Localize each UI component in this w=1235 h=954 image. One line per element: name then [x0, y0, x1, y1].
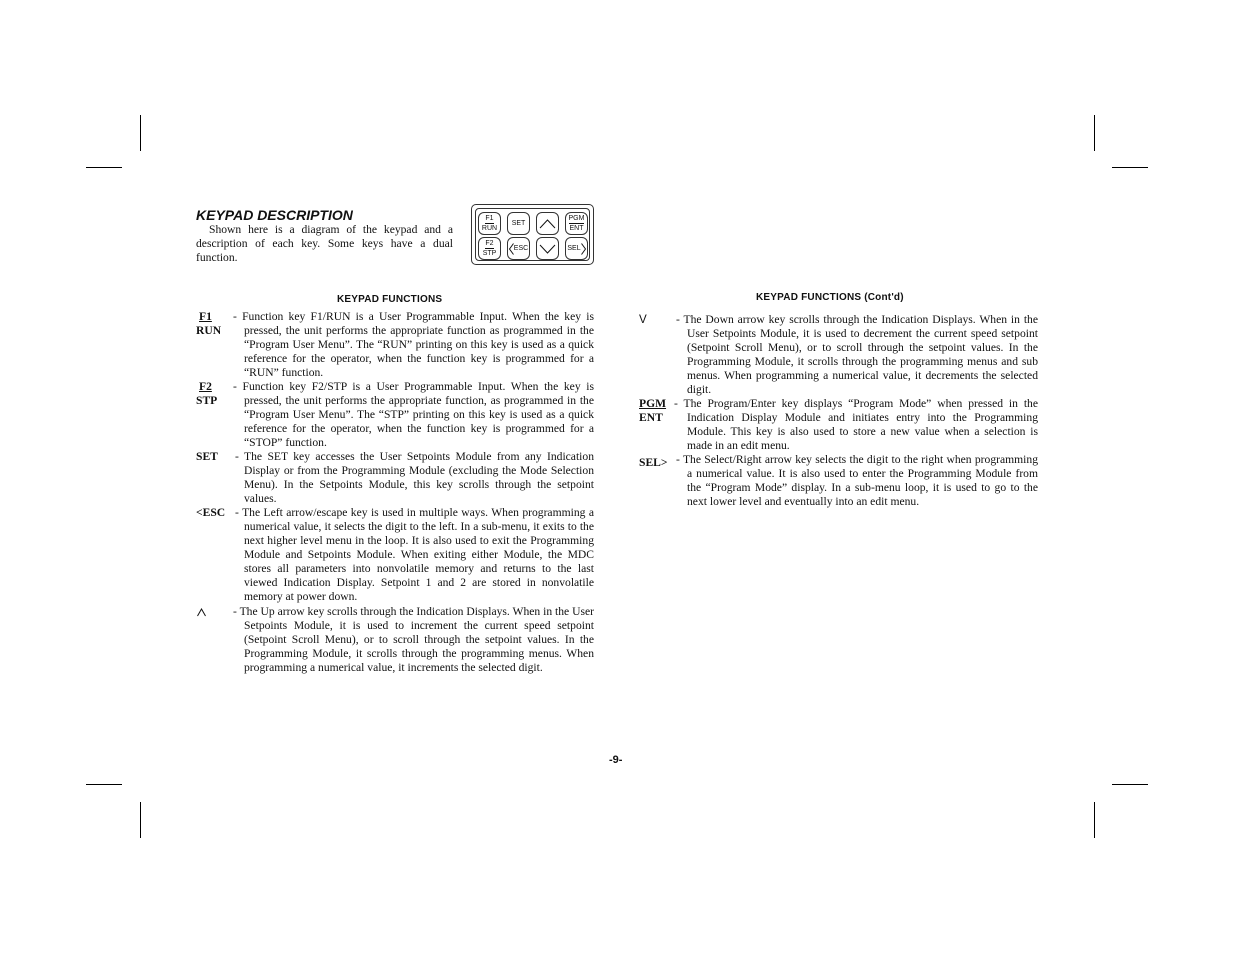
- esc-key: ESC: [507, 237, 530, 260]
- sel-key: SEL: [565, 237, 588, 260]
- entry-label: F2 STP: [196, 380, 218, 407]
- up-arrow-key: [536, 212, 559, 235]
- crop-mark: [140, 115, 141, 151]
- crop-mark: [140, 802, 141, 838]
- f1-run-entry: [196, 310, 594, 380]
- f2-stp-entry: [196, 380, 594, 450]
- down-arrow-key: [536, 237, 559, 260]
- up-arrow-icon: [539, 219, 556, 229]
- crop-mark: [1094, 115, 1095, 151]
- entry-label: [196, 605, 206, 621]
- entry-label: F1 RUN: [196, 310, 222, 337]
- keypad-diagram: [471, 204, 594, 265]
- section-heading: KEYPAD DESCRIPTION: [196, 207, 353, 223]
- entry-label: <ESC: [196, 506, 226, 519]
- pgm-ent-entry: [639, 397, 1038, 453]
- crop-mark: [86, 784, 122, 785]
- set-entry: [196, 450, 594, 506]
- up-arrow-icon: [197, 608, 206, 617]
- left-column-title: KEYPAD FUNCTIONS: [337, 294, 443, 305]
- entry-label: V: [639, 313, 647, 326]
- intro-paragraph: Shown here is a diagram of the keypad and a description of each key. Some keys have a dual function.: [196, 223, 453, 264]
- pgm-ent-key: PGM ENT: [565, 212, 588, 235]
- entry-label: PGM ENT: [639, 397, 667, 424]
- esc-entry: [196, 506, 594, 604]
- right-arrow-icon: [581, 243, 586, 255]
- crop-mark: [1112, 167, 1148, 168]
- entry-description: - The Left arrow/escape key is used in multiple ways. When programming a numerical value, it selects the digit to the left. In a sub-menu, it exits to the next higher level menu in the loop. It is also used to exit the Programming Module and Setpoints Module. When exiting either Module, the MDC stores all parameters into nonvolatile memory and returns to the last viewed Indication Display. Setpoint 1 and 2 are stored in nonvolatile memory at power down.: [235, 506, 594, 603]
- down-arrow-entry: [639, 313, 1038, 397]
- crop-mark: [86, 167, 122, 168]
- entry-description: - The Down arrow key scrolls through the Indication Displays. When in the User Setpoints Module, it is used to decrement the current speed setpoint (Setpoint Scroll Menu), or to scroll through the setpoint values. In the Programming Module, it scrolls through the programming menus and sub menus. When programming a numerical value, it decrements the selected digit.: [676, 313, 1038, 396]
- entry-description: - Function key F1/RUN is a User Programmable Input. When the key is pressed, the unit performs the appropriate function as programmed in the “Program User Menu”. The “RUN” printing on this key is used as a quick reference for the operator, when the function key is programmed for a “RUN” function.: [233, 310, 594, 379]
- f1-run-key: F1 RUN: [478, 212, 501, 235]
- entry-label: SET: [196, 450, 218, 463]
- sel-entry: [639, 453, 1038, 509]
- set-key: SET: [507, 212, 530, 235]
- entry-description: - The Up arrow key scrolls through the Indication Displays. When in the User Setpoints Module, it is used to increment the current speed setpoint (Setpoint Scroll Menu), or to scroll through the setpoint values. In the Programming Module, it scrolls through the programming menus. When programming a numerical value, it increments the selected digit.: [233, 605, 594, 674]
- down-arrow-icon: [539, 244, 556, 254]
- f2-stp-key: F2 STP: [478, 237, 501, 260]
- entry-description: - Function key F2/STP is a User Programmable Input. When the key is pressed, the unit performs the appropriate function, as programmed in the “Program User Menu”. The “STP” printing on this key is used as a quick reference for the operator, when the function key is programmed for a “STOP” function.: [233, 380, 594, 449]
- entry-description: - The Select/Right arrow key selects the digit to the right when programming a numerical value. It is also used to enter the Programming Module from the “Program Mode” display. In a sub-menu loop, it is used to go to the next lower level and eventually into an edit menu.: [676, 453, 1038, 508]
- crop-mark: [1112, 784, 1148, 785]
- entry-label: SEL>: [639, 456, 668, 469]
- page-number: -9-: [609, 754, 623, 766]
- entry-description: - The SET key accesses the User Setpoints Module from any Indication Display or from the Programming Module (excluding the Mode Selection Menu). In the Setpoints Module, this key scrolls through the setpoint values.: [235, 450, 594, 505]
- right-column-title: KEYPAD FUNCTIONS (Cont'd): [756, 292, 904, 303]
- up-arrow-entry: [196, 605, 594, 675]
- entry-description: - The Program/Enter key displays “Program Mode” when pressed in the Indication Display Module and initiates entry into the Programming Module. This key is also used to store a new value when a selection is made in an edit menu.: [674, 397, 1038, 452]
- crop-mark: [1094, 802, 1095, 838]
